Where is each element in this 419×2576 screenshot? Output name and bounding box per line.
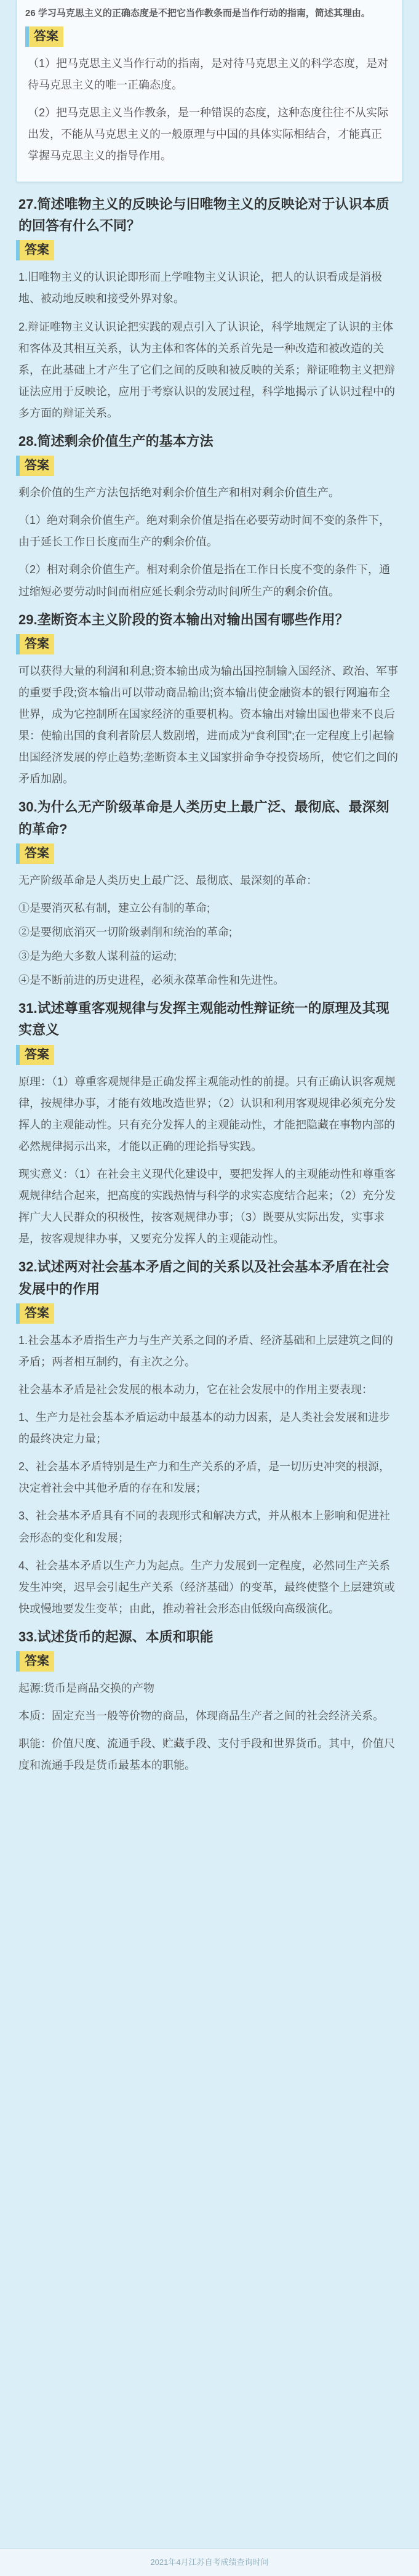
answer-paragraph: 1.旧唯物主义的认识论即形而上学唯物主义认识论，把人的认识看成是消极地、被动地反映和接受外界对象。	[18, 271, 383, 305]
answer-content	[16, 661, 403, 791]
question-section-28	[16, 430, 403, 603]
footer-link-text[interactable]: 2021年4月江苏自考成绩查询时间	[150, 2558, 269, 2567]
previous-question-card	[16, 0, 403, 182]
answer-label: 答案	[25, 26, 63, 47]
answer-content	[16, 1330, 403, 1620]
answer-label: 答案	[16, 1303, 54, 1324]
answer-label: 答案	[16, 240, 54, 260]
answer-paragraph: （1）绝对剩余价值生产。绝对剩余价值是指在必要劳动时间不变的条件下，由于延长工作日长度而生产的剩余价值。	[18, 514, 391, 549]
answer-list-item: ②是要彻底消灭一切阶级剥削和统治的革命;	[18, 925, 232, 938]
answer-label-wrap	[16, 1303, 403, 1324]
answer-label-wrap	[16, 634, 403, 654]
question-title: 32.试述两对社会基本矛盾之间的关系以及社会基本矛盾在社会发展中的作用	[18, 1259, 389, 1297]
answer-paragraph: 1、生产力是社会基本矛盾运动中最基本的动力因素，是人类社会发展和进步的最终决定力量；	[18, 1411, 391, 1446]
question-section-27	[16, 193, 403, 424]
answer-content	[16, 267, 403, 424]
answer-list-item: ①是要消灭私有制，建立公有制的革命;	[18, 901, 210, 914]
question-title: 33.试述货币的起源、本质和职能	[18, 1628, 213, 1644]
question-title: 30.为什么无产阶级革命是人类历史上最广泛、最彻底、最深刻的革命?	[18, 799, 389, 837]
answer-list-item: ④是不断前进的历史进程，必须永葆革命性和先进性。	[18, 974, 284, 987]
answer-content	[16, 1678, 403, 1776]
answer-paragraph: 2.辩证唯物主义认识论把实践的观点引入了认识论，科学地规定了认识的主体和客体及其相互关系，认为主体和客体的关系首先是一种改造和被改造的关系，在此基础上才产生了它们之间的反映和被反映的关系；辩证唯物主义把辩证法应用于反映论，应用于考察认识的发展过程，科学地揭示了认识过程中的多方面的辩证关系。	[18, 320, 395, 419]
answer-content-26	[25, 53, 394, 167]
answer-label-wrap	[16, 456, 403, 476]
answer-paragraph: 现实意义：（1）在社会主义现代化建设中，要把发挥人的主观能动性和尊重客观规律结合起来，把高度的实践热情与科学的求实态度结合起来；（2）充分发挥广大人民群众的积极性，按客观规律办事；（3）既要从实际出发，实事求是，按客观规律办事，又要充分发挥人的主观能动性。	[18, 1168, 396, 1246]
answer-list-item: ③是为绝大多数人谋利益的运动;	[18, 950, 177, 963]
answer-paragraph: 1.社会基本矛盾指生产力与生产关系之间的矛盾、经济基础和上层建筑之间的矛盾；两者相互制约，有主次之分。	[18, 1334, 394, 1368]
answer-content	[16, 1071, 403, 1250]
answer-paragraph: 本质：固定充当一般等价物的商品，体现商品生产者之间的社会经济关系。	[18, 1710, 384, 1723]
answer-paragraph: 起源:货币是商品交换的产物	[18, 1682, 154, 1695]
answer-label-26-wrap	[25, 26, 394, 47]
answer-label-wrap	[16, 240, 403, 260]
page-footer	[0, 2548, 419, 2576]
answer-content	[16, 870, 403, 991]
answer-content	[16, 482, 403, 602]
answer-paragraph: 3、社会基本矛盾具有不同的表现形式和解决方式，并从根本上影响和促进社会形态的变化和发展；	[18, 1510, 391, 1544]
answer-label: 答案	[16, 1651, 54, 1672]
question-title: 29.垄断资本主义阶段的资本输出对输出国有哪些作用？	[18, 611, 349, 627]
answer-paragraph: （2）相对剩余价值生产。相对剩余价值是指在工作日长度不变的条件下，通过缩短必要劳动时间而相应延长剩余劳动时间所生产的剩余价值。	[18, 563, 391, 598]
question-title: 31.试述尊重客观规律与发挥主观能动性辩证统一的原理及其现实意义	[18, 1000, 389, 1038]
question-section-33	[16, 1626, 403, 1777]
answer-line: （1）把马克思主义当作行动的指南，是对待马克思主义的科学态度，是对待马克思主义的唯一正确态度。	[28, 57, 389, 91]
answer-paragraph: 4、社会基本矛盾以生产力为起点。生产力发展到一定程度，必然同生产关系发生冲突，迟早会引起生产关系（经济基础）的变革，最终使整个上层建筑或快或慢地要发生变革；由此，推动着社会形态由低级向高级演化。	[18, 1559, 395, 1615]
question-section-32	[16, 1256, 403, 1620]
answer-paragraph: 职能：价值尺度、流通手段、贮藏手段、支付手段和世界货币。其中，价值尺度和流通手段是货币最基本的职能。	[18, 1737, 395, 1772]
answer-label-wrap	[16, 1045, 403, 1065]
question-title: 27.简述唯物主义的反映论与旧唯物主义的反映论对于认识本质的回答有什么不同？	[18, 196, 389, 234]
answer-label: 答案	[16, 843, 54, 864]
answer-paragraph: 无产阶级革命是人类历史上最广泛、最彻底、最深刻的革命：	[18, 874, 317, 887]
answer-paragraph: 可以获得大量的利润和利息;资本输出成为输出国控制输入国经济、政治、军事的重要手段;资本输出可以带动商品输出;资本输出使金融资本的银行网遍布全世界，成为它控制所在国家经济的重要机构。资本输出对输出国也带来不良后果：使输出国的食利者阶层人数剧增，进而成为“食利国”;在一定程度上引起输出国经济发展的停止趋势;垄断资本主义国家拼命争夺投资场所，使它们之间的矛盾加剧。	[18, 664, 398, 786]
question-26: 26 学习马克思主义的正确态度是不把它当作教条而是当作行动的指南，简述其理由。	[25, 8, 370, 18]
answer-label: 答案	[16, 1045, 54, 1065]
answer-label: 答案	[16, 456, 54, 476]
question-section-30	[16, 796, 403, 991]
answer-paragraph: 2、社会基本矛盾特别是生产力和生产关系的矛盾，是一切历史冲突的根源，决定着社会中其他矛盾的存在和发展；	[18, 1460, 391, 1495]
question-section-31	[16, 997, 403, 1250]
answer-label-wrap	[16, 843, 403, 864]
answer-paragraph: 社会基本矛盾是社会发展的根本动力，它在社会发展中的作用主要表现：	[18, 1383, 373, 1396]
answer-label: 答案	[16, 634, 54, 654]
answer-label-wrap	[16, 1651, 403, 1672]
answer-paragraph: 原理：（1）尊重客观规律是正确发挥主观能动性的前提。只有正确认识客观规律，按规律办事，才能有效地改造世界；（2）认识和利用客观规律必须充分发挥人的主观能动性。只有充分发挥人的主观能动性，才能把隐藏在事物内部的必然规律揭示出来，才能以正确的理论指导实践。	[18, 1075, 396, 1153]
question-title: 28.简述剩余价值生产的基本方法	[18, 433, 213, 449]
answer-line: （2）把马克思主义当作教条，是一种错误的态度，这种态度往往不从实际出发，不能从马克思主义的一般原理与中国的具体实际相结合，才能真正掌握马克思主义的指导作用。	[28, 106, 389, 162]
answer-paragraph: 剩余价值的生产方法包括绝对剩余价值生产和相对剩余价值生产。	[18, 486, 340, 499]
question-section-29	[16, 609, 403, 791]
